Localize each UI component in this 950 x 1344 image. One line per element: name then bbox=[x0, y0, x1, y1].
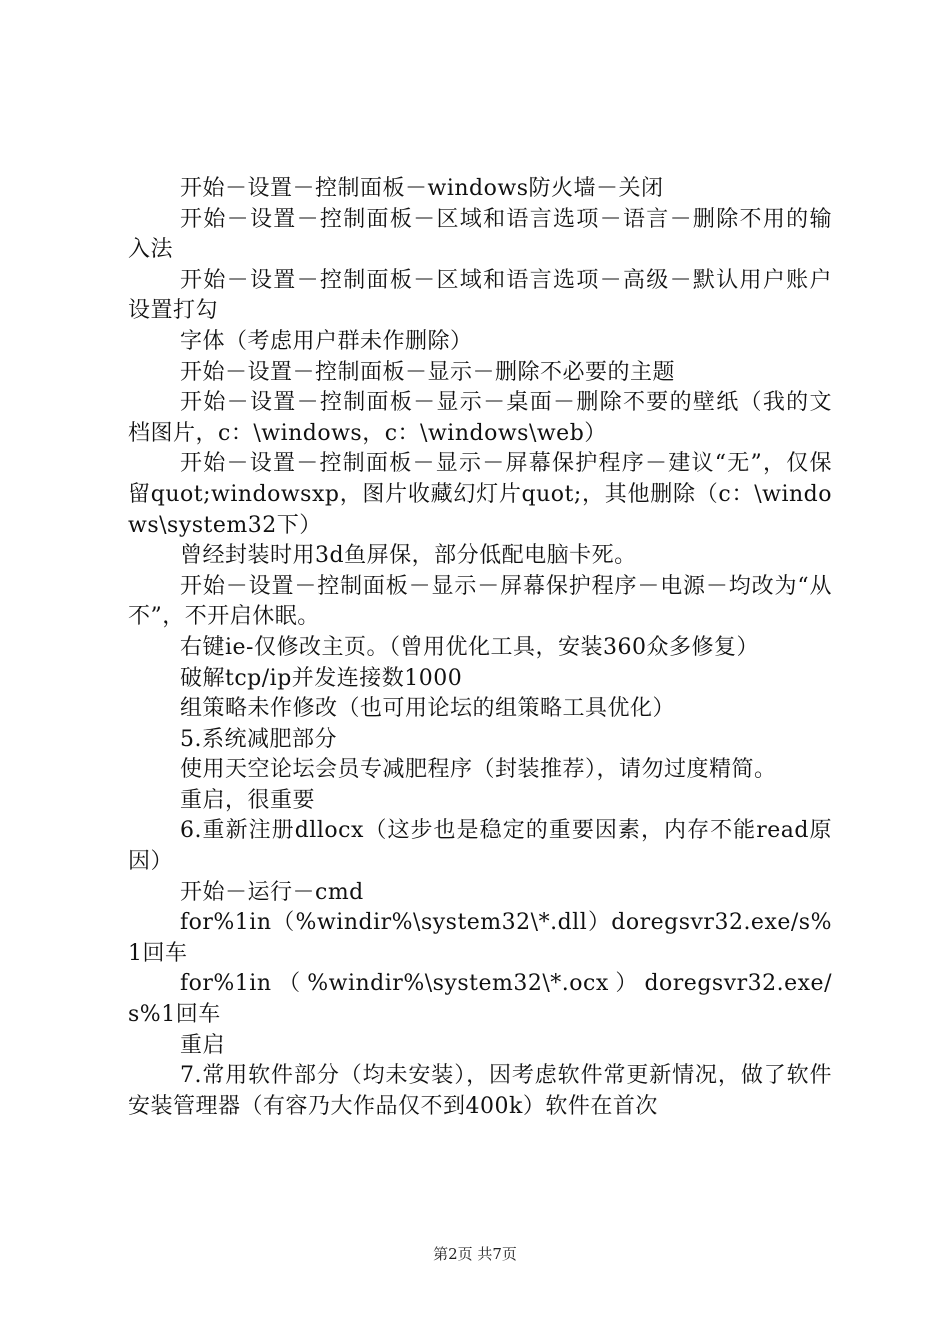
section-heading: 5.系统减肥部分 bbox=[180, 726, 337, 752]
section-heading: 7.常用软件部分（均未安装），因考虑软件常更新情况，做了软件安装管理器（有容乃大作品仅不到400k）软件在首次 bbox=[128, 1063, 832, 1119]
paragraph: 开始－设置－控制面板－显示－删除不必要的主题 bbox=[180, 359, 676, 385]
section-heading: 6.重新注册dllocx（这步也是稳定的重要因素，内存不能read原因） bbox=[128, 818, 832, 875]
paragraph: 使用天空论坛会员专减肥程序（封装推荐），请勿过度精简。 bbox=[180, 757, 777, 783]
paragraph: 组策略未作修改（也可用论坛的组策略工具优化） bbox=[180, 696, 676, 722]
paragraph: 开始－设置－控制面板－显示－桌面－删除不要的壁纸（我的文档图片，c：\windows，c：\windows\web） bbox=[128, 390, 832, 446]
paragraph: 开始－设置－控制面板－显示－屏幕保护程序－建议“无”，仅保留quot;windowsxp，图片收藏幻灯片quot;，其他删除（c：\windows\system32下） bbox=[128, 451, 832, 538]
paragraph: 开始－运行－cmd bbox=[180, 879, 364, 905]
paragraph: 字体（考虑用户群未作删除） bbox=[180, 328, 473, 354]
paragraph: 破解tcp/ip并发连接数1000 bbox=[180, 665, 463, 691]
command-line: for%1in（%windir%\system32\*.dll）doregsvr32.exe/s%1回车 bbox=[128, 910, 832, 966]
command-line: for%1in（%windir%\system32\*.ocx）doregsvr32.exe/s%1回车 bbox=[128, 971, 832, 1028]
paragraph: 重启 bbox=[180, 1032, 226, 1058]
page-number-footer: 第2页 共7页 bbox=[433, 1245, 517, 1263]
paragraph: 曾经封装时用3d鱼屏保，部分低配电脑卡死。 bbox=[180, 543, 637, 569]
paragraph: 右键ie-仅修改主页。（曾用优化工具，安装360众多修复） bbox=[180, 634, 759, 660]
document-body bbox=[128, 174, 832, 1122]
paragraph: 开始－设置－控制面板－区域和语言选项－高级－默认用户账户设置打勾 bbox=[128, 267, 832, 324]
paragraph: 开始－设置－控制面板－windows防火墙－关闭 bbox=[180, 176, 664, 201]
paragraph: 开始－设置－控制面板－区域和语言选项－语言－删除不用的输入法 bbox=[128, 206, 832, 263]
paragraph: 重启，很重要 bbox=[180, 787, 316, 813]
paragraph: 开始－设置－控制面板－显示－屏幕保护程序－电源－均改为“从不”，不开启休眠。 bbox=[128, 573, 832, 630]
